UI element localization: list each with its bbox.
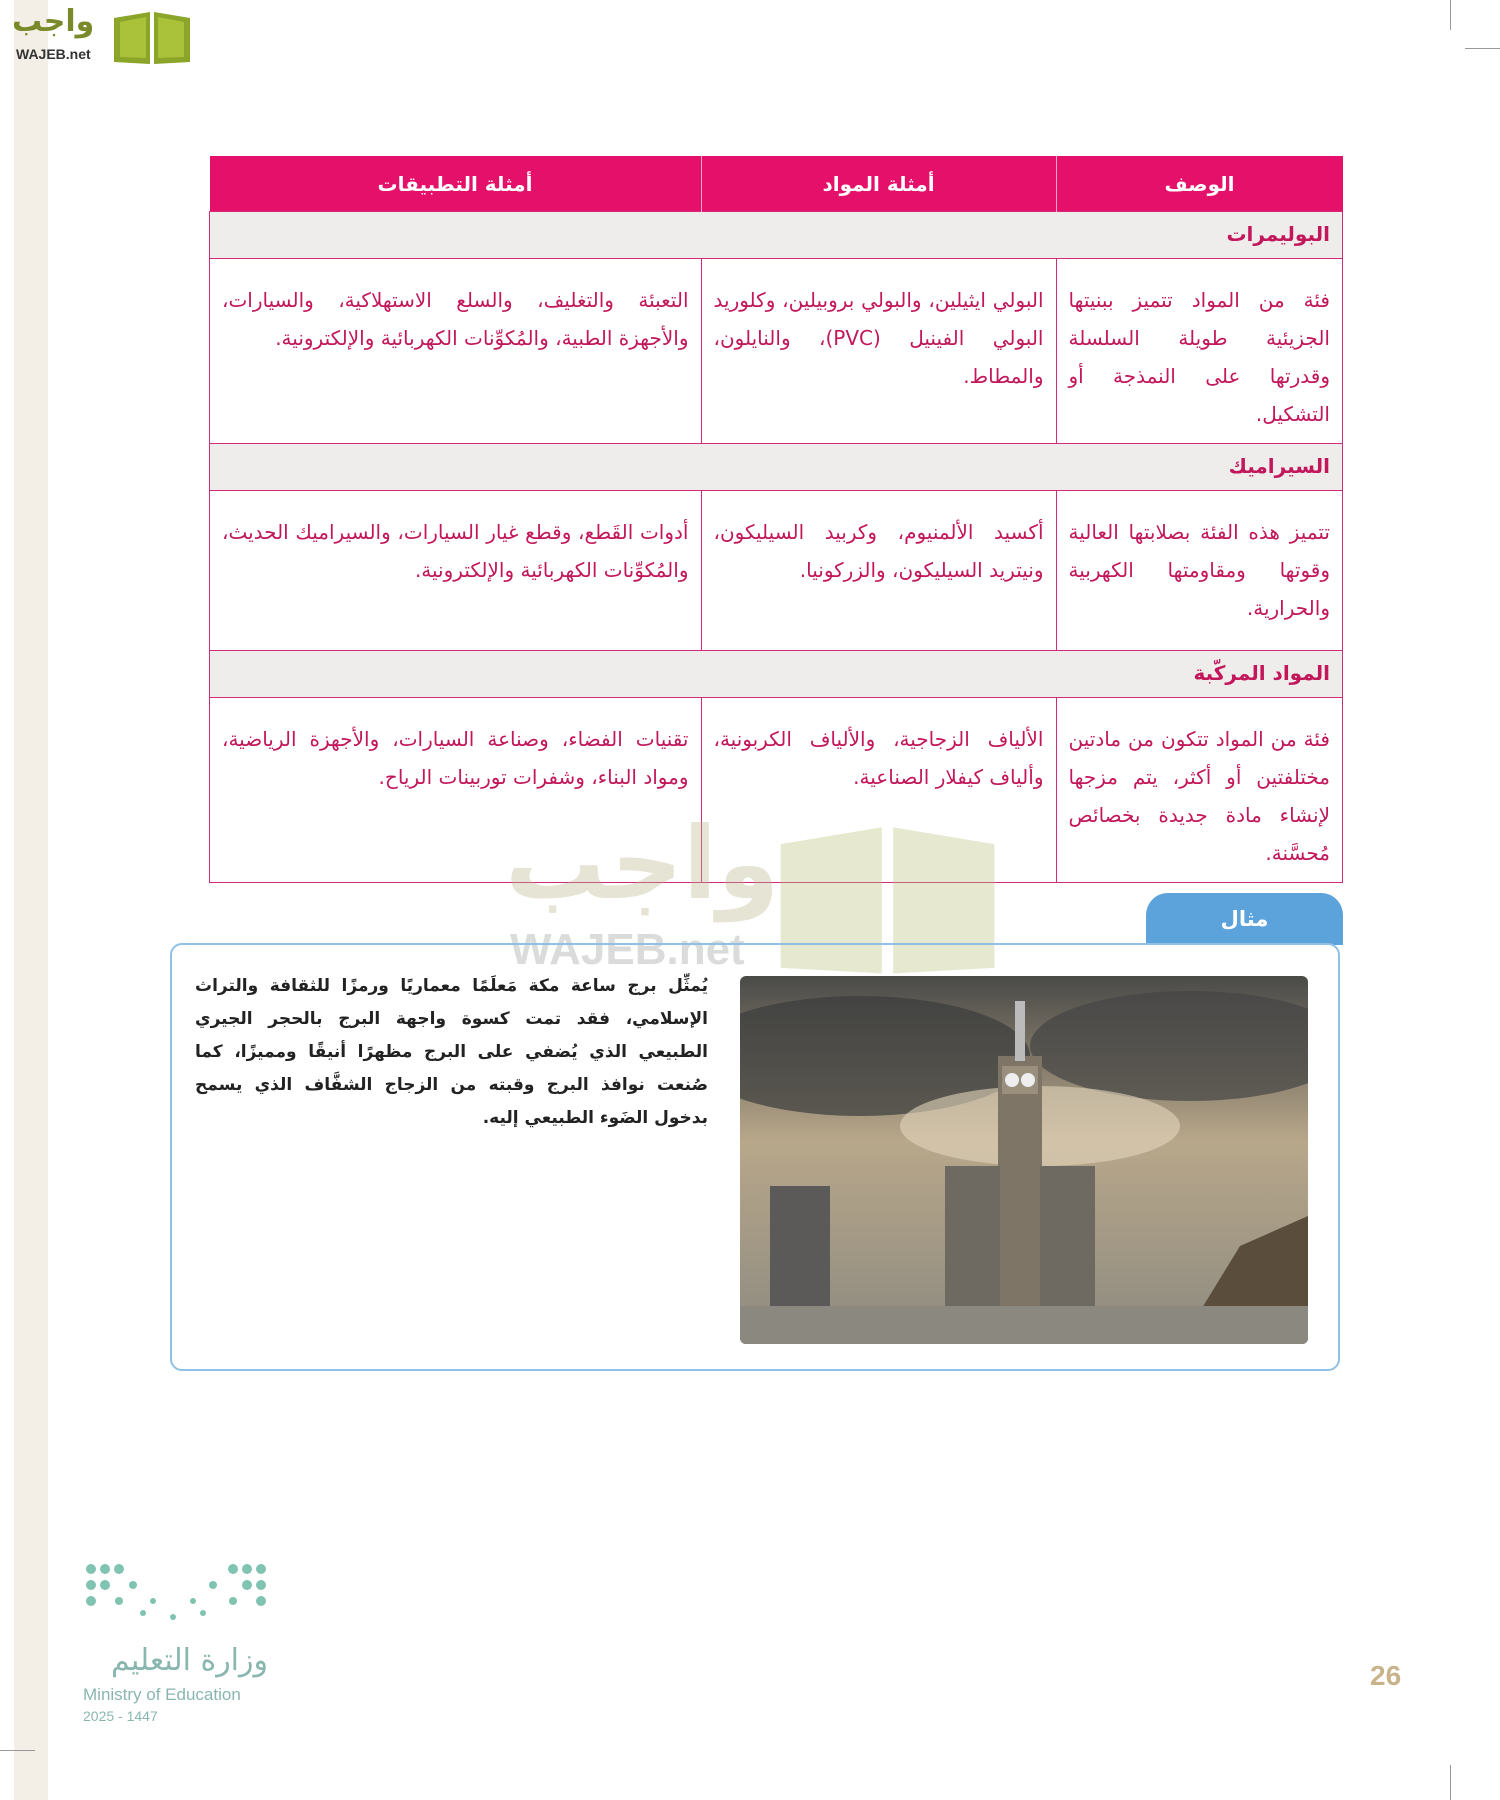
wajeb-logo bbox=[4, 4, 194, 70]
section-title: المواد المركّبة bbox=[210, 651, 1343, 698]
header-materials: أمثلة المواد bbox=[701, 156, 1056, 212]
logo-arabic: واجب bbox=[12, 4, 95, 39]
cell-materials: البولي ايثيلين، والبولي بروبيلين، وكلوريد البولي الفينيل (PVC)، والنايلون، والمطاط. bbox=[701, 259, 1056, 444]
crop-mark bbox=[1450, 0, 1451, 30]
page-margin-stripe bbox=[14, 0, 48, 1800]
section-title: البوليمرات bbox=[210, 212, 1343, 259]
cell-applications: أدوات القَطع، وقطع غيار السيارات، والسيراميك الحديث، والمُكوِّنات الكهربائية والإلكترونية. bbox=[210, 491, 702, 651]
page-number: 26 bbox=[1370, 1660, 1402, 1691]
materials-table bbox=[209, 156, 1343, 883]
watermark-latin: WAJEB.net bbox=[510, 925, 745, 974]
crop-mark bbox=[1465, 48, 1500, 49]
example-text: يُمثِّل برج ساعة مكة مَعلَمًا معماريًا ورمزًا للثقافة والتراث الإسلامي، فقد تمت كسوة واجهة البرج بالحجر الجيري الطبيعي الذي يُضفي على البرج مظهرًا أنيقًا ومميزًا، كما صُنعت نوافذ البرج وقبته من الزجاج الشفَّاف الذي يسمح بدخول الضَوء الطبيعي إليه. bbox=[195, 976, 708, 1128]
academic-year: 2025 - 1447 bbox=[83, 1708, 158, 1724]
section-title: السيراميك bbox=[210, 444, 1343, 491]
ministry-name-arabic: وزارة التعليم bbox=[110, 1643, 268, 1678]
cell-description: فئة من المواد تتميز ببنيتها الجزيئية طويلة السلسلة وقدرتها على النمذجة أو التشكيل. bbox=[1056, 259, 1343, 444]
ministry-logo bbox=[83, 1561, 273, 1731]
ministry-name-english: Ministry of Education bbox=[83, 1685, 241, 1704]
cell-materials: أكسيد الألمنيوم، وكربيد السيليكون، ونيتريد السيليكون، والزركونيا. bbox=[701, 491, 1056, 651]
header-applications: أمثلة التطبيقات bbox=[210, 156, 702, 212]
crop-mark bbox=[0, 1750, 35, 1751]
watermark-arabic: واجب bbox=[505, 805, 780, 922]
cell-applications: تقنيات الفضاء، وصناعة السيارات، والأجهزة الرياضية، ومواد البناء، وشفرات توربينات الرياح. bbox=[210, 698, 702, 883]
cell-description: فئة من المواد تتكون من مادتين مختلفتين أو أكثر، يتم مزجها لإنشاء مادة جديدة بخصائص مُحسَّنة. bbox=[1056, 698, 1343, 883]
cell-materials: الألياف الزجاجية، والألياف الكربونية، وألياف كيفلار الصناعية. bbox=[701, 698, 1056, 883]
example-tab: مثال bbox=[1146, 893, 1343, 945]
ministry-dots-icon bbox=[83, 1561, 268, 1631]
cell-applications: التعبئة والتغليف، والسلع الاستهلاكية، والسيارات، والأجهزة الطبية، والمُكوِّنات الكهربائية والإلكترونية. bbox=[210, 259, 702, 444]
header-description: الوصف bbox=[1056, 156, 1343, 212]
book-icon bbox=[112, 8, 192, 66]
logo-latin: WAJEB.net bbox=[16, 46, 91, 62]
crop-mark bbox=[1450, 1765, 1451, 1800]
cell-description: تتميز هذه الفئة بصلابتها العالية وقوتها ومقاومتها الكهربية والحرارية. bbox=[1056, 491, 1343, 651]
clock-tower-photo bbox=[740, 976, 1308, 1344]
